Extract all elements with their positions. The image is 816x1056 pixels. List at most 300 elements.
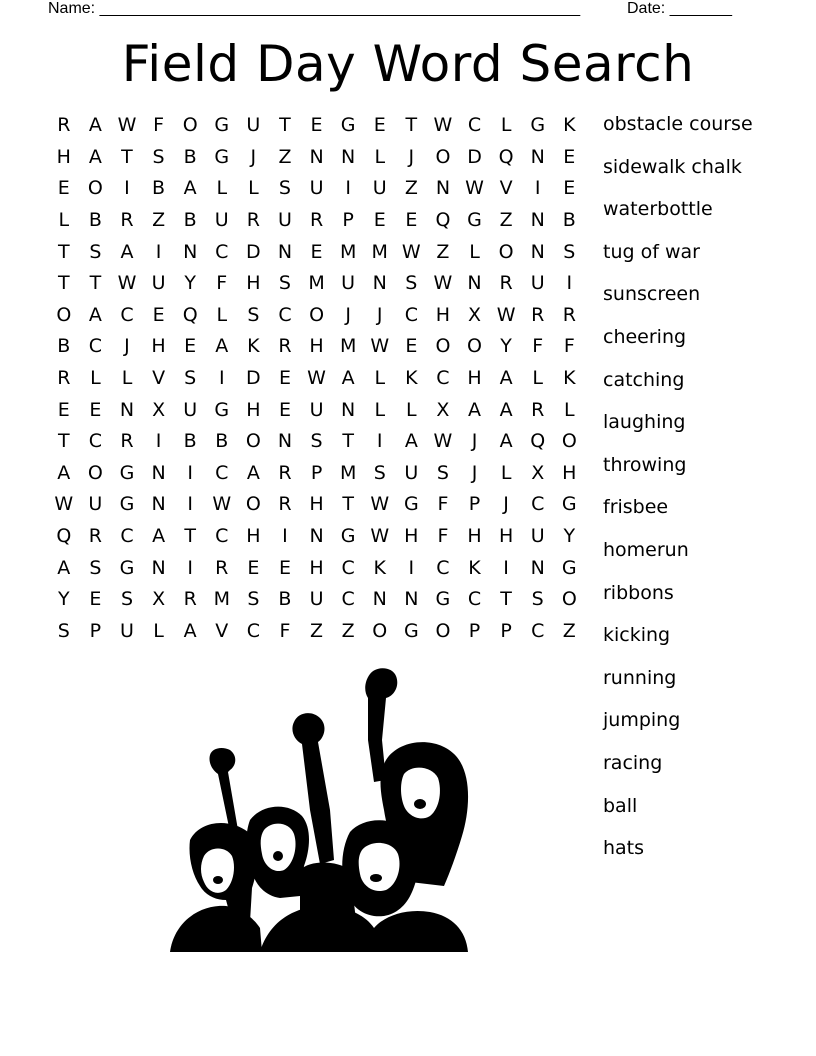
grid-letter: V — [152, 367, 166, 390]
grid-letter: A — [88, 145, 102, 168]
grid-letter: X — [468, 303, 482, 326]
grid-letter: E — [373, 209, 386, 232]
grid-letter: Q — [182, 303, 198, 326]
grid-letter: N — [277, 430, 293, 453]
grid-letter: E — [152, 303, 165, 326]
grid-letter: J — [408, 145, 415, 168]
grid-letter: C — [467, 114, 482, 137]
grid-letter: X — [152, 398, 166, 421]
grid-letter: U — [372, 177, 387, 200]
grid-letter: G — [214, 398, 230, 421]
grid-letter: Z — [278, 145, 292, 168]
grid-letter: R — [246, 209, 260, 232]
word-list-item: laughing — [603, 411, 686, 434]
grid-letter: O — [498, 240, 514, 263]
grid-letter: H — [309, 335, 324, 358]
grid-letter: S — [278, 272, 291, 295]
grid-letter: Y — [57, 588, 70, 611]
grid-letter: C — [531, 619, 545, 642]
grid-letter: V — [499, 177, 513, 200]
grid-letter: W — [433, 114, 453, 137]
grid-letter: T — [279, 114, 291, 137]
grid-letter: T — [500, 588, 512, 611]
grid-letter: A — [246, 461, 260, 484]
grid-letter: U — [309, 398, 324, 421]
grid-letter: A — [341, 367, 355, 390]
grid-letter: L — [153, 619, 164, 642]
grid-letter: L — [248, 177, 259, 200]
grid-letter: E — [278, 556, 291, 579]
grid-letter: L — [500, 461, 512, 484]
grid-letter: D — [246, 367, 261, 390]
grid-letter: H — [246, 398, 261, 421]
grid-letter: Y — [184, 272, 196, 295]
grid-letter: T — [57, 240, 70, 263]
grid-letter: C — [88, 430, 103, 453]
grid-letter: C — [215, 525, 229, 548]
grid-letter: H — [246, 525, 261, 548]
word-search-grid — [48, 110, 586, 647]
grid-letter: S — [89, 240, 102, 263]
grid-letter: O — [561, 588, 577, 611]
grid-letter: F — [279, 619, 291, 642]
grid-letter: K — [468, 556, 481, 579]
grid-letter: C — [436, 556, 450, 579]
cheering-people-illustration — [160, 660, 480, 960]
word-list-item: frisbee — [603, 496, 669, 519]
grid-letter: O — [467, 335, 482, 358]
page-title: Field Day Word Search — [121, 35, 695, 93]
grid-letter: X — [152, 588, 166, 611]
grid-letter: M — [339, 240, 357, 263]
grid-letter: C — [246, 619, 260, 642]
name-field-label: Name: ______________________________________________________ — [48, 0, 581, 17]
grid-letter: E — [405, 209, 418, 232]
grid-letter: A — [152, 525, 166, 548]
grid-letter: S — [310, 430, 323, 453]
grid-letter: V — [215, 619, 229, 642]
grid-letter: B — [152, 177, 166, 200]
grid-letter: A — [88, 303, 102, 326]
grid-letter: U — [404, 461, 419, 484]
grid-letter: I — [566, 272, 573, 295]
grid-letter: A — [88, 114, 102, 137]
grid-letter: S — [563, 240, 576, 263]
grid-letter: C — [120, 303, 134, 326]
grid-letter: W — [496, 303, 516, 326]
grid-letter: W — [370, 335, 390, 358]
grid-letter: K — [563, 114, 576, 137]
grid-letter: R — [183, 588, 197, 611]
grid-letter: L — [58, 209, 70, 232]
grid-letter: C — [404, 303, 418, 326]
grid-letter: H — [56, 145, 71, 168]
grid-letter: L — [216, 177, 228, 200]
grid-letter: S — [278, 177, 291, 200]
grid-letter: M — [339, 335, 357, 358]
grid-letter: B — [57, 335, 71, 358]
grid-letter: I — [376, 430, 383, 453]
grid-letter: B — [183, 430, 197, 453]
grid-letter: H — [309, 556, 324, 579]
grid-letter: W — [307, 367, 326, 390]
grid-letter: B — [183, 145, 197, 168]
grid-letter: L — [374, 145, 386, 168]
grid-letter: Q — [530, 430, 546, 453]
grid-letter: G — [403, 619, 419, 642]
grid-letter: S — [247, 588, 260, 611]
grid-letter: F — [532, 335, 544, 358]
grid-letter: E — [278, 367, 291, 390]
grid-letter: T — [184, 525, 196, 548]
grid-letter: O — [435, 619, 451, 642]
grid-letter: N — [151, 556, 166, 579]
grid-letter: H — [309, 493, 324, 516]
grid-letter: K — [247, 335, 260, 358]
grid-letter: N — [372, 272, 387, 295]
grid-letter: R — [215, 556, 229, 579]
grid-letter: L — [564, 398, 575, 421]
grid-letter: L — [374, 398, 386, 421]
grid-letter: H — [151, 335, 166, 358]
word-list-item: sunscreen — [603, 283, 701, 306]
word-list-item: running — [603, 666, 677, 689]
grid-letter: W — [117, 272, 137, 295]
grid-letter: J — [471, 430, 478, 453]
grid-letter: Z — [341, 619, 355, 642]
grid-letter: P — [342, 209, 354, 232]
grid-letter: U — [120, 619, 134, 642]
grid-letter: F — [153, 114, 165, 137]
grid-letter: K — [373, 556, 386, 579]
grid-letter: N — [277, 240, 293, 263]
grid-letter: O — [561, 430, 577, 453]
grid-letter: B — [562, 209, 576, 232]
grid-letter: H — [467, 367, 482, 390]
grid-letter: R — [309, 209, 324, 232]
word-list-item: throwing — [603, 453, 687, 476]
grid-letter: A — [499, 367, 513, 390]
grid-letter: O — [245, 430, 261, 453]
grid-letter: Z — [436, 240, 450, 263]
grid-letter: N — [530, 556, 545, 579]
grid-letter: P — [310, 461, 323, 484]
grid-letter: J — [250, 145, 257, 168]
grid-letter: E — [278, 398, 291, 421]
grid-letter: E — [563, 145, 576, 168]
grid-letter: Y — [563, 525, 576, 548]
grid-letter: N — [309, 525, 324, 548]
grid-letter: E — [563, 177, 576, 200]
grid-letter: X — [531, 461, 545, 484]
word-list-item: racing — [603, 751, 663, 774]
grid-letter: C — [436, 367, 450, 390]
grid-letter: M — [339, 461, 357, 484]
grid-letter: W — [117, 114, 137, 137]
grid-letter: I — [345, 177, 351, 200]
grid-letter: Q — [435, 209, 451, 232]
grid-letter: S — [247, 303, 260, 326]
grid-letter: F — [216, 272, 228, 295]
grid-letter: E — [405, 335, 418, 358]
word-list-item: obstacle course — [603, 113, 753, 135]
grid-letter: L — [374, 367, 386, 390]
grid-letter: I — [534, 177, 541, 200]
grid-letter: Z — [152, 209, 166, 232]
grid-letter: I — [218, 367, 225, 390]
grid-letter: Z — [404, 177, 418, 200]
grid-letter: M — [213, 588, 230, 611]
grid-letter: G — [340, 114, 356, 137]
word-list-item: cheering — [603, 325, 687, 348]
grid-letter: H — [246, 272, 261, 295]
grid-letter: N — [151, 493, 166, 516]
grid-letter: A — [215, 335, 229, 358]
grid-letter: N — [309, 145, 324, 168]
grid-letter: E — [310, 114, 323, 137]
grid-letter: L — [406, 398, 417, 421]
word-list-item: hats — [603, 837, 645, 860]
grid-letter: J — [503, 493, 509, 516]
grid-letter: H — [435, 303, 451, 326]
grid-letter: C — [467, 588, 482, 611]
grid-letter: R — [120, 209, 134, 232]
word-list-item: homerun — [603, 538, 689, 561]
grid-letter: H — [498, 525, 514, 548]
grid-letter: G — [119, 461, 135, 484]
grid-letter: D — [246, 240, 261, 263]
grid-letter: G — [119, 493, 135, 516]
grid-letter: G — [467, 209, 482, 232]
grid-letter: A — [499, 430, 513, 453]
grid-letter: I — [124, 177, 130, 200]
word-list-item: jumping — [603, 709, 681, 732]
grid-letter: W — [370, 493, 390, 516]
date-field-label: Date: _______ — [627, 0, 732, 17]
grid-letter: Q — [498, 145, 514, 168]
grid-letter: G — [119, 556, 135, 579]
grid-letter: S — [436, 461, 449, 484]
grid-letter: W — [54, 493, 74, 516]
grid-letter: I — [155, 430, 162, 453]
grid-letter: A — [404, 430, 418, 453]
grid-letter: S — [57, 619, 70, 642]
grid-letter: L — [500, 114, 512, 137]
grid-letter: W — [433, 430, 453, 453]
word-list-item: waterbottle — [603, 198, 713, 221]
grid-letter: W — [465, 177, 484, 200]
grid-letter: K — [405, 367, 418, 390]
grid-letter: O — [245, 493, 261, 516]
word-list-item: ball — [603, 794, 638, 817]
grid-letter: E — [373, 114, 386, 137]
grid-letter: U — [183, 398, 198, 421]
grid-letter: I — [187, 493, 193, 516]
grid-letter: R — [499, 272, 513, 295]
grid-letter: G — [403, 493, 419, 516]
grid-letter: P — [500, 619, 512, 642]
word-list — [603, 103, 753, 870]
grid-letter: R — [57, 367, 71, 390]
grid-letter: O — [87, 461, 103, 484]
grid-letter: T — [121, 145, 133, 168]
grid-letter: E — [89, 398, 102, 421]
grid-letter: Z — [562, 619, 576, 642]
grid-letter: N — [341, 398, 356, 421]
grid-letter: I — [408, 556, 415, 579]
grid-letter: U — [151, 272, 166, 295]
grid-letter: R — [57, 114, 71, 137]
grid-letter: O — [435, 335, 451, 358]
grid-letter: S — [405, 272, 418, 295]
grid-letter: C — [120, 525, 134, 548]
grid-letter: I — [187, 556, 193, 579]
grid-letter: T — [89, 272, 102, 295]
word-list-item: sidewalk chalk — [603, 155, 742, 178]
grid-letter: N — [467, 272, 482, 295]
grid-letter: N — [530, 240, 545, 263]
grid-letter: N — [341, 145, 356, 168]
grid-letter: F — [563, 335, 575, 358]
grid-letter: N — [435, 177, 451, 200]
grid-letter: H — [562, 461, 577, 484]
grid-letter: Y — [500, 335, 512, 358]
grid-letter: S — [373, 461, 386, 484]
word-list-item: tug of war — [603, 240, 700, 263]
grid-letter: G — [435, 588, 451, 611]
grid-letter: S — [89, 556, 102, 579]
grid-letter: C — [215, 461, 229, 484]
grid-letter: J — [124, 335, 130, 358]
grid-letter: K — [563, 367, 576, 390]
grid-letter: S — [120, 588, 134, 611]
grid-letter: N — [183, 240, 198, 263]
grid-letter: U — [309, 177, 324, 200]
grid-letter: B — [215, 430, 229, 453]
grid-letter: C — [531, 493, 545, 516]
grid-letter: L — [216, 303, 228, 326]
grid-letter: F — [437, 493, 449, 516]
grid-letter: U — [530, 272, 545, 295]
grid-letter: B — [278, 588, 292, 611]
grid-letter: S — [152, 145, 165, 168]
grid-letter: J — [376, 303, 383, 326]
grid-letter: J — [471, 461, 478, 484]
grid-letter: C — [341, 588, 355, 611]
grid-letter: P — [468, 493, 481, 516]
grid-letter: I — [187, 461, 193, 484]
grid-letter: A — [120, 240, 134, 263]
grid-letter: N — [530, 145, 545, 168]
grid-letter: B — [88, 209, 102, 232]
grid-letter: R — [120, 430, 134, 453]
grid-letter: N — [530, 209, 545, 232]
grid-letter: I — [503, 556, 509, 579]
grid-letter: J — [345, 303, 351, 326]
grid-letter: U — [88, 493, 103, 516]
grid-letter: O — [309, 303, 325, 326]
grid-letter: F — [437, 525, 449, 548]
grid-letter: U — [277, 209, 292, 232]
grid-letter: N — [151, 461, 166, 484]
grid-letter: W — [433, 272, 453, 295]
grid-letter: A — [57, 556, 71, 579]
grid-letter: T — [405, 114, 418, 137]
grid-letter: T — [57, 272, 70, 295]
grid-letter: U — [530, 525, 545, 548]
grid-letter: U — [246, 114, 261, 137]
grid-letter: I — [282, 525, 288, 548]
grid-letter: E — [89, 588, 102, 611]
grid-letter: W — [212, 493, 232, 516]
grid-letter: H — [404, 525, 419, 548]
grid-letter: Z — [310, 619, 324, 642]
grid-letter: N — [404, 588, 419, 611]
grid-letter: W — [370, 525, 390, 548]
word-list-item: catching — [603, 368, 685, 391]
grid-letter: C — [88, 335, 103, 358]
grid-letter: E — [247, 556, 260, 579]
grid-letter: W — [401, 240, 421, 263]
grid-letter: P — [468, 619, 481, 642]
grid-letter: G — [214, 114, 230, 137]
grid-letter: D — [467, 145, 482, 168]
grid-letter: U — [309, 588, 324, 611]
grid-letter: L — [121, 367, 133, 390]
grid-letter: L — [90, 367, 101, 390]
grid-letter: P — [89, 619, 102, 642]
grid-letter: C — [278, 303, 292, 326]
grid-letter: R — [278, 493, 292, 516]
word-list-item: ribbons — [603, 581, 674, 604]
grid-letter: E — [57, 398, 70, 421]
grid-letter: S — [184, 367, 197, 390]
grid-letter: O — [87, 177, 103, 200]
grid-letter: I — [155, 240, 162, 263]
grid-letter: R — [531, 303, 545, 326]
grid-letter: O — [372, 619, 388, 642]
grid-letter: A — [499, 398, 513, 421]
grid-letter: T — [342, 493, 354, 516]
grid-letter: H — [467, 525, 482, 548]
word-list-item: kicking — [603, 624, 671, 647]
grid-letter: L — [532, 367, 543, 390]
grid-letter: U — [214, 209, 229, 232]
grid-letter: R — [278, 335, 292, 358]
grid-letter: C — [341, 556, 355, 579]
grid-letter: G — [530, 114, 546, 137]
grid-letter: G — [214, 145, 230, 168]
grid-letter: A — [57, 461, 71, 484]
grid-letter: N — [119, 398, 135, 421]
grid-letter: E — [184, 335, 197, 358]
grid-letter: Q — [56, 525, 72, 548]
grid-letter: R — [531, 398, 545, 421]
grid-letter: S — [531, 588, 544, 611]
grid-letter: C — [215, 240, 229, 263]
grid-letter: A — [183, 177, 197, 200]
grid-letter: E — [310, 240, 323, 263]
grid-letter: R — [88, 525, 102, 548]
grid-letter: G — [340, 525, 356, 548]
grid-letter: X — [436, 398, 450, 421]
grid-letter: T — [342, 430, 354, 453]
grid-letter: G — [561, 493, 577, 516]
grid-letter: O — [182, 114, 198, 137]
grid-letter: E — [57, 177, 70, 200]
grid-letter: A — [183, 619, 197, 642]
grid-letter: M — [371, 240, 388, 263]
